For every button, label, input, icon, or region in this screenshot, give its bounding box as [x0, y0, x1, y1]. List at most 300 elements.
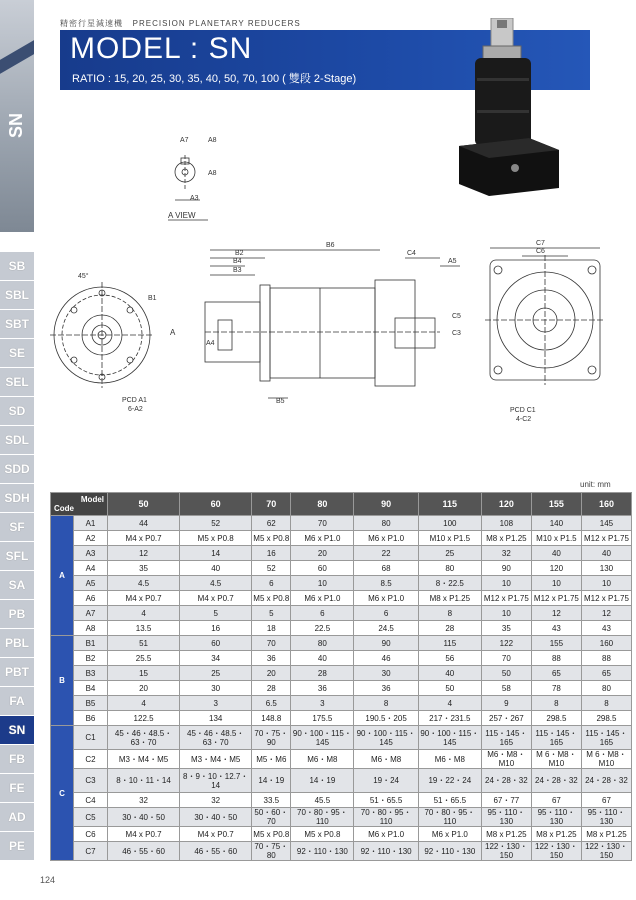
sidebar-top-panel: [0, 0, 34, 232]
value-cell: 122・130・150: [531, 842, 581, 861]
value-cell: M5 x P0.8: [291, 827, 354, 842]
value-cell: 88: [531, 651, 581, 666]
value-cell: 50: [481, 666, 531, 681]
value-cell: M5 x P0.8: [252, 531, 291, 546]
value-cell: M6 x P1.0: [291, 591, 354, 606]
label-b3: B3: [233, 267, 242, 274]
table-row: [51, 621, 632, 636]
value-cell: 95・110・130: [531, 808, 581, 827]
value-cell: M6・M8: [291, 750, 354, 769]
table-row: [51, 576, 632, 591]
value-cell: 43: [581, 621, 631, 636]
value-cell: M6・M8: [418, 750, 481, 769]
value-cell: 90: [354, 636, 418, 651]
value-cell: 40: [581, 546, 631, 561]
table-row: [51, 546, 632, 561]
value-cell: 115・145・165: [531, 726, 581, 750]
value-cell: 65: [581, 666, 631, 681]
value-cell: 13.5: [108, 621, 180, 636]
value-cell: 43: [531, 621, 581, 636]
table-row: [51, 842, 632, 861]
value-cell: M 6・M8・M10: [531, 750, 581, 769]
label-a7: A7: [180, 137, 189, 144]
value-cell: 14・19: [291, 769, 354, 793]
a-view-label: A VIEW: [168, 211, 196, 220]
value-cell: M10 x P1.5: [531, 531, 581, 546]
value-cell: 16: [180, 621, 252, 636]
model-header: 115: [418, 493, 481, 516]
value-cell: 4: [108, 696, 180, 711]
value-cell: 4.5: [180, 576, 252, 591]
table-row: [51, 769, 632, 793]
value-cell: 22: [354, 546, 418, 561]
sidebar-tab-pbl[interactable]: PBL: [0, 629, 34, 657]
sidebar-tab-sa[interactable]: SA: [0, 571, 34, 599]
value-cell: 56: [418, 651, 481, 666]
unit-label: unit: mm: [580, 480, 611, 489]
value-cell: 40: [291, 651, 354, 666]
value-cell: 35: [481, 621, 531, 636]
value-cell: 12: [581, 606, 631, 621]
value-cell: 108: [481, 516, 531, 531]
code-cell: B5: [74, 696, 108, 711]
value-cell: 40: [531, 546, 581, 561]
sidebar-tab-sb[interactable]: SB: [0, 252, 34, 280]
value-cell: 298.5: [531, 711, 581, 726]
label-pcd-a1: PCD A1: [122, 397, 147, 404]
table-row: [51, 561, 632, 576]
value-cell: 70: [291, 516, 354, 531]
group-label: A: [51, 516, 74, 636]
value-cell: 68: [354, 561, 418, 576]
value-cell: 78: [531, 681, 581, 696]
value-cell: 122.5: [108, 711, 180, 726]
sidebar-tab-fe[interactable]: FE: [0, 774, 34, 802]
sidebar-stripe: [0, 40, 34, 74]
value-cell: 95・110・130: [581, 808, 631, 827]
label-c6: C6: [536, 248, 545, 255]
label-a3: A3: [190, 195, 199, 202]
value-cell: 51: [108, 636, 180, 651]
value-cell: M4 x P0.7: [108, 591, 180, 606]
value-cell: 30・40・50: [180, 808, 252, 827]
value-cell: M6 x P1.0: [354, 591, 418, 606]
sidebar-tab-pe[interactable]: PE: [0, 832, 34, 860]
value-cell: 32: [108, 793, 180, 808]
value-cell: M8 x P1.25: [418, 591, 481, 606]
flange-front-view: [50, 272, 157, 413]
value-cell: 36: [291, 681, 354, 696]
value-cell: 33.5: [252, 793, 291, 808]
value-cell: M8 x P1.25: [481, 827, 531, 842]
value-cell: 10: [581, 576, 631, 591]
table-row: [51, 726, 632, 750]
sidebar-tab-sbt[interactable]: SBT: [0, 310, 34, 338]
table-row: [51, 516, 632, 531]
value-cell: 70・80・95・110: [418, 808, 481, 827]
code-cell: A5: [74, 576, 108, 591]
subtitle-en: PRECISION PLANETARY REDUCERS: [132, 19, 301, 28]
table-row: [51, 711, 632, 726]
value-cell: 40: [180, 561, 252, 576]
table-row: [51, 793, 632, 808]
value-cell: 50: [418, 681, 481, 696]
value-cell: 8: [581, 696, 631, 711]
value-cell: 148.8: [252, 711, 291, 726]
value-cell: 90・100・115・145: [354, 726, 418, 750]
label-b6: B6: [326, 242, 335, 249]
value-cell: M5 x P0.8: [252, 591, 291, 606]
value-cell: 90: [481, 561, 531, 576]
value-cell: 52: [180, 516, 252, 531]
value-cell: 8: [354, 696, 418, 711]
code-cell: C3: [74, 769, 108, 793]
value-cell: 24・28・32: [531, 769, 581, 793]
table-row: [51, 681, 632, 696]
value-cell: 20: [252, 666, 291, 681]
sidebar: [0, 0, 34, 900]
model-header: 90: [354, 493, 418, 516]
value-cell: M6・M8・M10: [481, 750, 531, 769]
value-cell: M10 x P1.5: [418, 531, 481, 546]
value-cell: M8 x P1.25: [581, 827, 631, 842]
value-cell: 52: [252, 561, 291, 576]
code-cell: A8: [74, 621, 108, 636]
value-cell: 60: [291, 561, 354, 576]
ratio-text: RATIO : 15, 20, 25, 30, 35, 40, 50, 70, 100 ( 雙段 2-Stage): [72, 73, 357, 85]
code-cell: A2: [74, 531, 108, 546]
subtitle-cn: 精密行星減速機: [60, 19, 123, 28]
value-cell: 122: [481, 636, 531, 651]
value-cell: 6.5: [252, 696, 291, 711]
value-cell: 8・10・11・14: [108, 769, 180, 793]
sidebar-model-label: SN: [6, 112, 27, 138]
value-cell: 4: [108, 606, 180, 621]
value-cell: M6 x P1.0: [418, 827, 481, 842]
value-cell: 14: [180, 546, 252, 561]
value-cell: 8・22.5: [418, 576, 481, 591]
label-a5: A5: [448, 258, 457, 265]
value-cell: 30・40・50: [108, 808, 180, 827]
value-cell: 80: [581, 681, 631, 696]
label-b1: B1: [148, 295, 157, 302]
value-cell: 4.5: [108, 576, 180, 591]
value-cell: 12: [108, 546, 180, 561]
sidebar-tab-ad[interactable]: AD: [0, 803, 34, 831]
code-cell: A1: [74, 516, 108, 531]
value-cell: 36: [252, 651, 291, 666]
value-cell: 122・130・150: [581, 842, 631, 861]
label-c7: C7: [536, 240, 545, 247]
value-cell: 88: [581, 651, 631, 666]
label-b4: B4: [233, 258, 242, 265]
value-cell: 58: [481, 681, 531, 696]
value-cell: 145: [581, 516, 631, 531]
value-cell: 298.5: [581, 711, 631, 726]
value-cell: M8 x P1.25: [531, 827, 581, 842]
value-cell: 134: [180, 711, 252, 726]
value-cell: 8: [531, 696, 581, 711]
label-6-a2: 6-A2: [128, 406, 143, 413]
value-cell: 100: [418, 516, 481, 531]
value-cell: 32: [481, 546, 531, 561]
table-row: [51, 606, 632, 621]
table-row: [51, 591, 632, 606]
table-body: [51, 516, 632, 861]
value-cell: 45.5: [291, 793, 354, 808]
value-cell: 16: [252, 546, 291, 561]
value-cell: M4 x P0.7: [108, 827, 180, 842]
sidebar-tab-sdh[interactable]: SDH: [0, 484, 34, 512]
value-cell: 6: [291, 606, 354, 621]
value-cell: 25: [418, 546, 481, 561]
table-row: [51, 531, 632, 546]
label-4-c2: 4-C2: [516, 416, 532, 423]
value-cell: 40: [418, 666, 481, 681]
sidebar-tab-pbt[interactable]: PBT: [0, 658, 34, 686]
value-cell: 80: [354, 516, 418, 531]
reducer-side-view: [170, 242, 461, 405]
sidebar-tab-sel[interactable]: SEL: [0, 368, 34, 396]
value-cell: M12 x P1.75: [581, 591, 631, 606]
value-cell: 3: [180, 696, 252, 711]
value-cell: 90・100・115・145: [291, 726, 354, 750]
value-cell: 140: [531, 516, 581, 531]
value-cell: 70: [252, 636, 291, 651]
value-cell: M6 x P1.0: [354, 827, 418, 842]
value-cell: 46: [354, 651, 418, 666]
sidebar-tabs: [0, 252, 34, 861]
value-cell: M5 x P0.8: [252, 827, 291, 842]
value-cell: 70・80・95・110: [354, 808, 418, 827]
value-cell: 70・75・90: [252, 726, 291, 750]
code-cell: C5: [74, 808, 108, 827]
value-cell: 25: [180, 666, 252, 681]
code-cell: C7: [74, 842, 108, 861]
value-cell: 90・100・115・145: [418, 726, 481, 750]
sidebar-tab-fa[interactable]: FA: [0, 687, 34, 715]
value-cell: 122・130・150: [481, 842, 531, 861]
a-view-detail: [168, 137, 217, 220]
value-cell: 92・110・130: [354, 842, 418, 861]
value-cell: M4 x P0.7: [180, 827, 252, 842]
header-model: Model: [80, 495, 104, 504]
value-cell: 24・28・32: [581, 769, 631, 793]
value-cell: 70・80・95・110: [291, 808, 354, 827]
value-cell: 92・110・130: [291, 842, 354, 861]
value-cell: 28: [418, 621, 481, 636]
value-cell: 24・28・32: [481, 769, 531, 793]
value-cell: 217・231.5: [418, 711, 481, 726]
code-cell: B3: [74, 666, 108, 681]
value-cell: 175.5: [291, 711, 354, 726]
table-row: [51, 827, 632, 842]
value-cell: 8.5: [354, 576, 418, 591]
table-row: [51, 808, 632, 827]
value-cell: 20: [291, 546, 354, 561]
value-cell: M5・M6: [252, 750, 291, 769]
code-cell: C4: [74, 793, 108, 808]
value-cell: 24.5: [354, 621, 418, 636]
value-cell: 95・110・130: [481, 808, 531, 827]
value-cell: 14・19: [252, 769, 291, 793]
value-cell: 115: [418, 636, 481, 651]
value-cell: M6 x P1.0: [354, 531, 418, 546]
header-subtitle: [60, 18, 301, 29]
value-cell: 8: [418, 606, 481, 621]
value-cell: 130: [581, 561, 631, 576]
code-cell: A3: [74, 546, 108, 561]
value-cell: 5: [252, 606, 291, 621]
label-a8-top: A8: [208, 137, 217, 144]
table-row: [51, 750, 632, 769]
value-cell: 10: [291, 576, 354, 591]
value-cell: 257・267: [481, 711, 531, 726]
spec-table: [50, 492, 632, 861]
table-row: [51, 636, 632, 651]
sidebar-tab-sf[interactable]: SF: [0, 513, 34, 541]
value-cell: 46・55・60: [180, 842, 252, 861]
label-c5: C5: [452, 313, 461, 320]
value-cell: M5 x P0.8: [180, 531, 252, 546]
code-cell: C1: [74, 726, 108, 750]
code-cell: B4: [74, 681, 108, 696]
sidebar-tab-fb[interactable]: FB: [0, 745, 34, 773]
value-cell: 190.5・205: [354, 711, 418, 726]
label-a-arrow: A: [170, 328, 176, 337]
value-cell: 45・46・48.5・63・70: [108, 726, 180, 750]
value-cell: 3: [291, 696, 354, 711]
code-cell: A6: [74, 591, 108, 606]
value-cell: M3・M4・M5: [180, 750, 252, 769]
value-cell: 67・77: [481, 793, 531, 808]
label-a8-side: A8: [208, 170, 217, 177]
label-c4: C4: [407, 250, 416, 257]
value-cell: 18: [252, 621, 291, 636]
table-header-row: [51, 493, 632, 516]
code-cell: B2: [74, 651, 108, 666]
value-cell: 6: [354, 606, 418, 621]
sidebar-tab-sd[interactable]: SD: [0, 397, 34, 425]
value-cell: 28: [252, 681, 291, 696]
value-cell: 19・22・24: [418, 769, 481, 793]
sidebar-tab-sbl[interactable]: SBL: [0, 281, 34, 309]
value-cell: 12: [531, 606, 581, 621]
value-cell: 60: [180, 636, 252, 651]
value-cell: 51・65.5: [354, 793, 418, 808]
page-number: 124: [40, 875, 56, 885]
value-cell: 45・46・48.5・63・70: [180, 726, 252, 750]
label-b2: B2: [235, 250, 244, 257]
value-cell: 67: [581, 793, 631, 808]
label-b5: B5: [276, 398, 285, 405]
group-label: C: [51, 726, 74, 861]
label-c3: C3: [452, 330, 461, 337]
value-cell: 46・55・60: [108, 842, 180, 861]
page-title: MODEL : SN: [70, 32, 253, 65]
value-cell: M12 x P1.75: [581, 531, 631, 546]
value-cell: 22.5: [291, 621, 354, 636]
sidebar-tab-se[interactable]: SE: [0, 339, 34, 367]
value-cell: 5: [180, 606, 252, 621]
model-header: 155: [531, 493, 581, 516]
table-row: [51, 651, 632, 666]
value-cell: 115・145・165: [481, 726, 531, 750]
value-cell: M4 x P0.7: [180, 591, 252, 606]
value-cell: 160: [581, 636, 631, 651]
label-a4: A4: [206, 340, 215, 347]
sidebar-tab-sfl[interactable]: SFL: [0, 542, 34, 570]
label-pcd-c1: PCD C1: [510, 407, 536, 414]
sidebar-tab-sdd[interactable]: SDD: [0, 455, 34, 483]
value-cell: 35: [108, 561, 180, 576]
group-label: B: [51, 636, 74, 726]
sidebar-tab-sn[interactable]: SN: [0, 716, 34, 744]
technical-drawing: [40, 130, 620, 440]
code-cell: C6: [74, 827, 108, 842]
motor-flange-view: [485, 240, 605, 423]
table-corner: [51, 493, 108, 516]
sidebar-tab-pb[interactable]: PB: [0, 600, 34, 628]
value-cell: M12 x P1.75: [531, 591, 581, 606]
value-cell: 20: [108, 681, 180, 696]
value-cell: 50・60・70: [252, 808, 291, 827]
value-cell: M8 x P1.25: [481, 531, 531, 546]
value-cell: 28: [291, 666, 354, 681]
value-cell: M 6・M8・M10: [581, 750, 631, 769]
label-angle: 45°: [78, 273, 89, 280]
value-cell: 10: [481, 606, 531, 621]
code-cell: B6: [74, 711, 108, 726]
value-cell: 10: [481, 576, 531, 591]
value-cell: 32: [180, 793, 252, 808]
value-cell: 30: [180, 681, 252, 696]
code-cell: C2: [74, 750, 108, 769]
value-cell: M6・M8: [354, 750, 418, 769]
value-cell: 62: [252, 516, 291, 531]
value-cell: 92・110・130: [418, 842, 481, 861]
value-cell: 80: [418, 561, 481, 576]
value-cell: 30: [354, 666, 418, 681]
table-row: [51, 666, 632, 681]
model-header: 60: [180, 493, 252, 516]
model-header: 160: [581, 493, 631, 516]
value-cell: 9: [481, 696, 531, 711]
value-cell: 19・24: [354, 769, 418, 793]
code-cell: B1: [74, 636, 108, 651]
value-cell: 80: [291, 636, 354, 651]
header-code: Code: [54, 504, 74, 513]
value-cell: 6: [252, 576, 291, 591]
model-header: 50: [108, 493, 180, 516]
table-row: [51, 696, 632, 711]
value-cell: 4: [418, 696, 481, 711]
model-header: 120: [481, 493, 531, 516]
code-cell: A7: [74, 606, 108, 621]
value-cell: 15: [108, 666, 180, 681]
code-cell: A4: [74, 561, 108, 576]
sidebar-tab-sdl[interactable]: SDL: [0, 426, 34, 454]
model-header: 70: [252, 493, 291, 516]
value-cell: 34: [180, 651, 252, 666]
value-cell: 36: [354, 681, 418, 696]
value-cell: 70・75・80: [252, 842, 291, 861]
value-cell: 51・65.5: [418, 793, 481, 808]
model-header: 80: [291, 493, 354, 516]
value-cell: 10: [531, 576, 581, 591]
value-cell: 67: [531, 793, 581, 808]
value-cell: 115・145・165: [581, 726, 631, 750]
